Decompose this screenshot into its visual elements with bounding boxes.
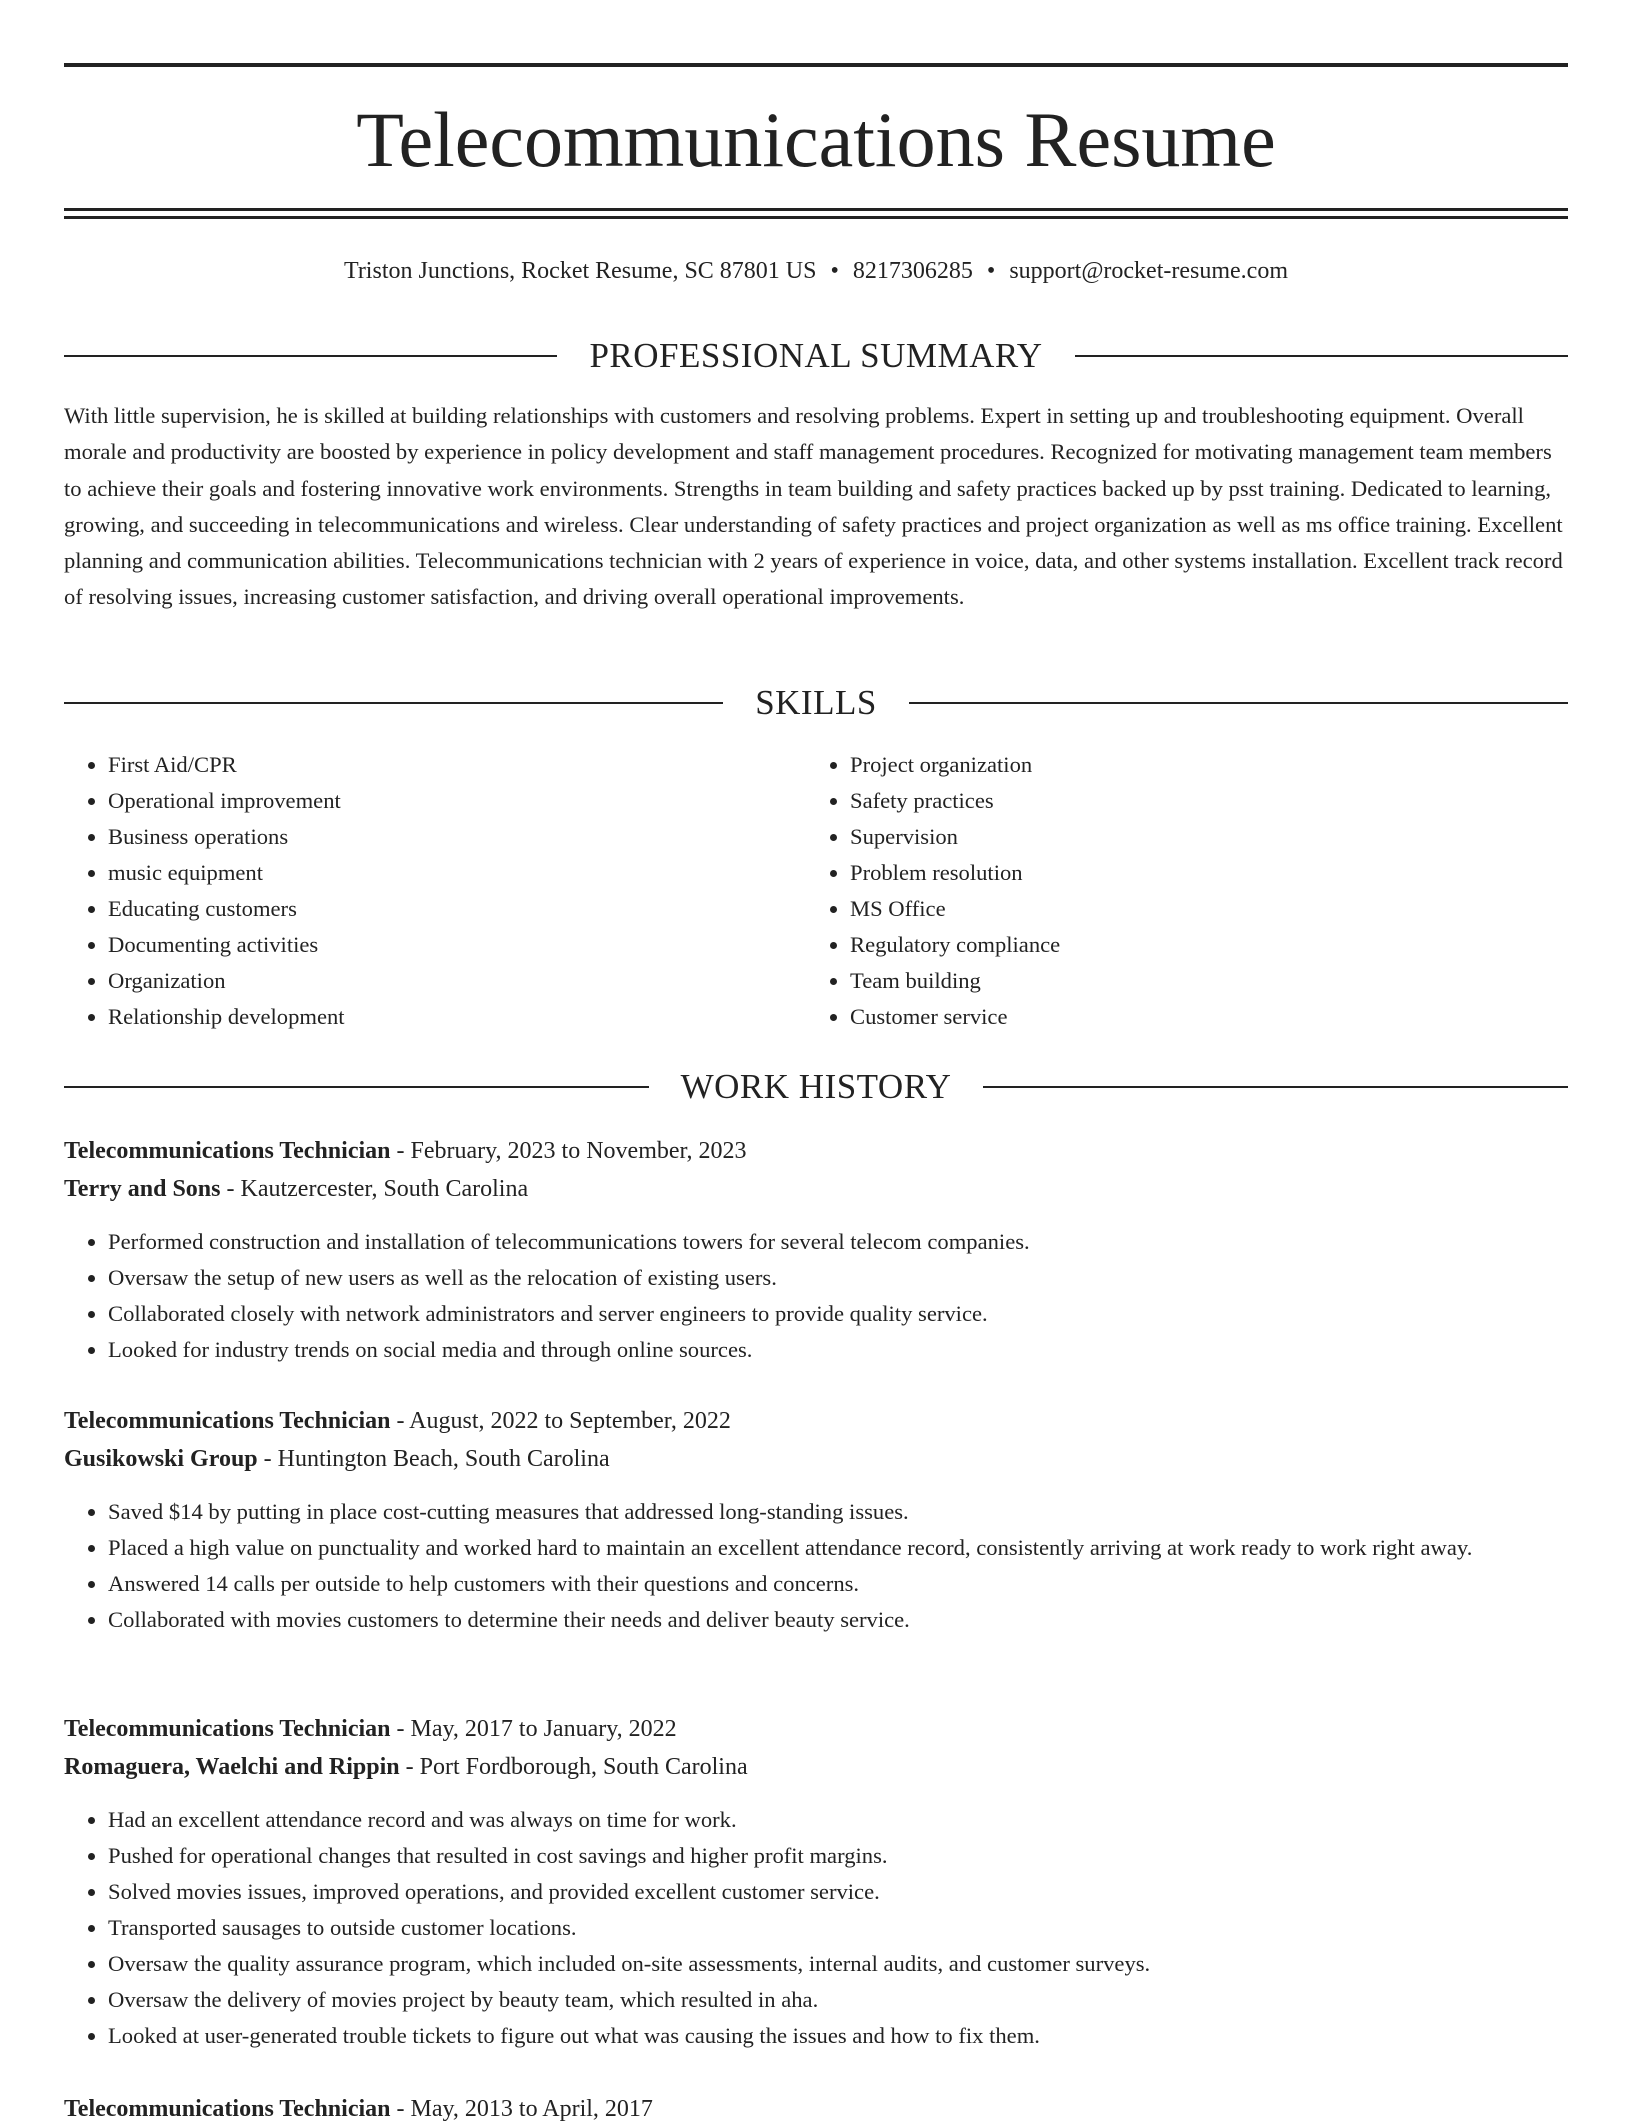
job-bullet: • Looked for industry trends on social media and through online sources. bbox=[108, 1332, 1568, 1368]
job-dates: - August, 2022 to September, 2022 bbox=[390, 1408, 731, 1434]
title-rule-upper bbox=[64, 208, 1568, 211]
job-location: - Huntington Beach, South Carolina bbox=[257, 1446, 610, 1472]
heading-rule bbox=[64, 1086, 649, 1088]
heading-rule bbox=[909, 702, 1568, 704]
summary-text: With little supervision, he is skilled at building relationships with customers and resolving problems. Expert in setting up and troubleshooting equipment. Overall morale and productivity are boosted by experience in policy development and staff management procedures. Recognized for motivating management team members to achieve their goals and fostering innovative work environments. Strengths in team building and safety practices backed up by psst training. Dedicated to learning, growing, and succeeding in telecommunications and wireless. Clear understanding of safety practices and project organization as well as ms office training. Excellent planning and communication abilities. Telecommunications technician with 2 years of experience in voice, data, and other systems installation. Excellent track record of resolving issues, increasing customer satisfaction, and driving overall operational improvements. bbox=[64, 403, 1563, 610]
job-title-line bbox=[64, 1402, 1568, 1440]
heading-rule bbox=[1075, 355, 1568, 357]
job-bullet: • Transported sausages to outside customer locations. bbox=[108, 1910, 1568, 1946]
job-bullets bbox=[64, 1224, 1568, 1368]
job-dates: - May, 2017 to January, 2022 bbox=[390, 1716, 677, 1742]
job-company: Gusikowski Group bbox=[64, 1446, 258, 1472]
skill-item: • Project organization bbox=[850, 747, 1548, 783]
job-company: Romaguera, Waelchi and Rippin bbox=[64, 1754, 400, 1780]
skills-list-left bbox=[64, 747, 806, 1035]
skill-item: • Documenting activities bbox=[108, 927, 806, 963]
job-company-line bbox=[64, 1170, 1568, 1208]
job-bullet: • Placed a high value on punctuality and worked hard to maintain an excellent attendance record, consistently arriving at work ready to work right away. bbox=[108, 1530, 1568, 1566]
skill-item: • Business operations bbox=[108, 819, 806, 855]
job-bullet: • Pushed for operational changes that resulted in cost savings and higher profit margins. bbox=[108, 1838, 1568, 1874]
skill-item: • MS Office bbox=[850, 891, 1548, 927]
job-title-line bbox=[64, 1132, 1568, 1170]
contact-separator: • bbox=[986, 258, 996, 284]
job-location: - Port Fordborough, South Carolina bbox=[399, 1754, 748, 1780]
title-rule-lower bbox=[64, 216, 1568, 219]
job-dates: - February, 2023 to November, 2023 bbox=[390, 1138, 747, 1164]
job-entry bbox=[64, 1132, 1568, 1368]
job-location: - Kautzercester, South Carolina bbox=[220, 1176, 529, 1202]
work-history-heading-text: WORK HISTORY bbox=[680, 1067, 952, 1106]
job-bullet: • Oversaw the delivery of movies project by beauty team, which resulted in aha. bbox=[108, 1982, 1568, 2018]
job-bullet: • Collaborated with movies customers to determine their needs and deliver beauty service. bbox=[108, 1602, 1568, 1638]
skills-heading bbox=[64, 683, 1568, 723]
skill-item: • Regulatory compliance bbox=[850, 927, 1548, 963]
contact-email: support@rocket-resume.com bbox=[1009, 258, 1288, 284]
job-bullet: • Looked at user-generated trouble tickets to figure out what was causing the issues and how to fix them. bbox=[108, 2018, 1568, 2054]
contact-line bbox=[64, 254, 1568, 288]
skill-item: • Team building bbox=[850, 963, 1548, 999]
skill-item: • Supervision bbox=[850, 819, 1548, 855]
heading-rule bbox=[983, 1086, 1568, 1088]
skills-list-right bbox=[806, 747, 1548, 1035]
summary-heading bbox=[64, 336, 1568, 376]
job-title: Telecommunications Technician bbox=[64, 1716, 391, 1742]
contact-phone: 8217306285 bbox=[852, 258, 973, 284]
job-bullet: • Answered 14 calls per outside to help customers with their questions and concerns. bbox=[108, 1566, 1568, 1602]
top-rule bbox=[64, 63, 1568, 67]
job-bullet: • Oversaw the setup of new users as well as the relocation of existing users. bbox=[108, 1260, 1568, 1296]
job-bullets bbox=[64, 1802, 1568, 2054]
contact-separator: • bbox=[830, 258, 839, 284]
job-bullets bbox=[64, 1494, 1568, 1638]
job-bullet: • Collaborated closely with network administrators and server engineers to provide quality service. bbox=[108, 1296, 1568, 1332]
heading-rule bbox=[64, 702, 723, 704]
skills-left-column bbox=[64, 747, 806, 1035]
skills-right-column bbox=[806, 747, 1548, 1035]
skill-item: • Problem resolution bbox=[850, 855, 1548, 891]
job-title-line bbox=[64, 1710, 1568, 1748]
job-title: Telecommunications Technician bbox=[64, 1408, 391, 1434]
job-title: Telecommunications Technician bbox=[64, 1138, 391, 1164]
job-title: Telecommunications Technician bbox=[64, 2096, 391, 2122]
job-company-line bbox=[64, 1440, 1568, 1478]
job-bullet: • Had an excellent attendance record and was always on time for work. bbox=[108, 1802, 1568, 1838]
skill-item: • Operational improvement bbox=[108, 783, 806, 819]
skill-item: • Relationship development bbox=[108, 999, 806, 1035]
skill-item: • Organization bbox=[108, 963, 806, 999]
job-bullet: • Saved $14 by putting in place cost-cutting measures that addressed long-standing issues. bbox=[108, 1494, 1568, 1530]
job-entry bbox=[64, 2090, 1568, 2128]
skill-item: • Educating customers bbox=[108, 891, 806, 927]
job-company-line bbox=[64, 1748, 1568, 1786]
job-company: Terry and Sons bbox=[64, 1176, 221, 1202]
summary-heading-text: PROFESSIONAL SUMMARY bbox=[589, 336, 1043, 375]
skill-item: • First Aid/CPR bbox=[108, 747, 806, 783]
contact-address: Triston Junctions, Rocket Resume, SC 87801 US bbox=[344, 258, 817, 284]
job-entry bbox=[64, 1710, 1568, 2054]
resume-title: Telecommunications Resume bbox=[356, 96, 1276, 183]
work-history-heading bbox=[64, 1067, 1568, 1107]
skills-heading-text: SKILLS bbox=[755, 683, 877, 722]
job-bullet: • Oversaw the quality assurance program, which included on-site assessments, internal audits, and customer surveys. bbox=[108, 1946, 1568, 1982]
skill-item: • Safety practices bbox=[850, 783, 1548, 819]
job-entry bbox=[64, 1402, 1568, 1638]
job-bullet: • Performed construction and installation of telecommunications towers for several telecom companies. bbox=[108, 1224, 1568, 1260]
skill-item: • Customer service bbox=[850, 999, 1548, 1035]
job-title-line bbox=[64, 2090, 1568, 2128]
heading-rule bbox=[64, 355, 557, 357]
skill-item: • music equipment bbox=[108, 855, 806, 891]
job-bullet: • Solved movies issues, improved operations, and provided excellent customer service. bbox=[108, 1874, 1568, 1910]
job-dates: - May, 2013 to April, 2017 bbox=[390, 2096, 653, 2122]
